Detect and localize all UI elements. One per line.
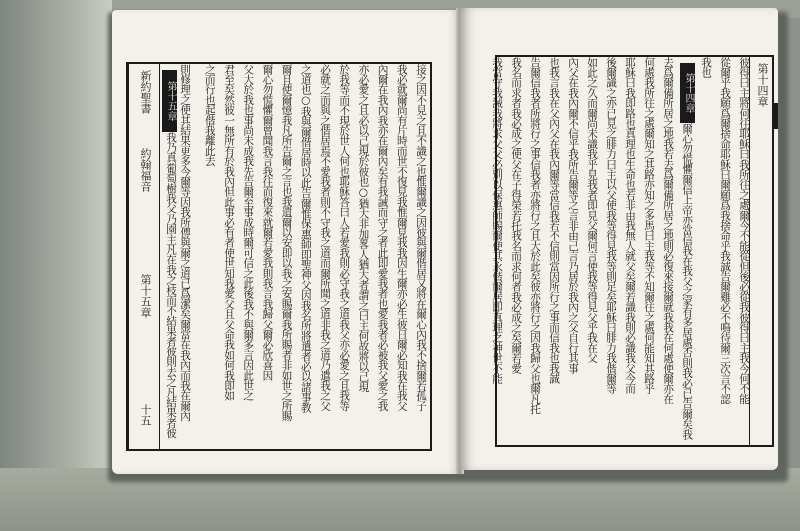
text-column: 必就之而與之偕居焉不愛我者則不守我之道而爾所聞之道非我之道乃遣我之父 (319, 64, 331, 411)
text-column: 何處我所往之處爾知之其路亦知之多馬曰主我等不知爾往之處何能知其路乎 (643, 57, 655, 394)
text-column: 我乃真葡萄樹我父乃園主凡在我之枝而不結果者彼則去之凡結果者彼 (165, 132, 177, 438)
text-column: 之道也○我與爾偕居時以此告爾惟保惠師即聖神父因我名所將遣者必以諸事教 (299, 64, 312, 413)
text-column: 彼得曰主將何往耶穌曰我所往之處爾今不能從但後必從我彼得曰主我今何不能 (738, 57, 750, 404)
text-column: 後爾識之亦已見之腓力曰主以父使我等得見我等則足矣耶穌曰腓力我偕爾等 (605, 57, 617, 394)
text-column: 我必就爾尚有片時而世不復見我惟爾見我我因生爾亦必生彼日爾必知我在我父 (395, 64, 408, 411)
part-title: 約翰福音 (139, 148, 152, 192)
text-column: 也我言我在父內父在我內爾等當信我若不信則當因所行之事而信我也我誠 (548, 57, 560, 384)
page-gutter-right (749, 57, 772, 445)
left-page-text-frame (126, 62, 432, 451)
text-column: 從爾乎我願爲爾捨命耶穌曰爾願爲我捨命乎我誠告爾雞必不鳴待爾三次言不認 (719, 57, 731, 404)
header-chapter-label: 第十四章 (756, 63, 769, 107)
text-column: 爾心勿慌懼爾信上帝亦當信我在我父之家有多居處否則我必已告爾矣我 (681, 123, 693, 440)
text-column: 接之因不見之且不識之也惟爾識之因彼與爾偕居又將在爾心內我不捨爾若孤子 (415, 64, 427, 411)
text-column: 爾心勿慌懼爾曾聞我言我往而復來就爾若愛我則我言我歸父爾必欣喜因 (261, 64, 274, 381)
text-column: 則修理之使其結果更多今爾等因我所傳與爾之道已爲潔矣爾當在我內而我在爾內 (179, 64, 191, 421)
text-column: 告爾信我者所將行之事信我者亦將行之且大於此矣彼亦將行之因我歸父也爾凡托 (529, 57, 541, 414)
text-column: 如此之久而爾尚未識我乎見我者即見父爾何言使我等得見父乎我在父 (586, 57, 598, 363)
text-column: 之而行也起偕我離此去 (203, 64, 216, 166)
cloth-left (0, 0, 112, 531)
text-column: 於我等而不現於世人何也耶穌答曰人若愛我則必守我之道我父亦必愛之且我等 (338, 64, 351, 411)
chapter-15-badge: 第十五章 (162, 70, 177, 132)
text-column: 我當守我誡我將求父父必別以保惠師賜爾使其永偕爾居即真理之神世不能 (491, 57, 503, 384)
text-column: 我也 (700, 57, 712, 78)
book-title: 新約聖書 (139, 70, 152, 114)
text-column: 父大於我也事尚未成我先告爾至事成時爾可信之此後我不與爾多言因此世之 (242, 64, 255, 401)
right-page-text-frame (491, 55, 774, 447)
text-column: 亦必愛之且必以己現於彼也○猶大非加畧人猶大者謂之曰主何故將以己現 (357, 64, 370, 392)
page-number: 十五 (139, 404, 152, 426)
text-column: 我名而求者我必成之使父在子得榮若托我名而求何者我必成之矣爾若愛 (510, 57, 522, 374)
text-column: 君至矣然彼一無所有於我內但此事必有者使世知我愛父且父命我如何我即如 (223, 64, 235, 401)
text-column: 內父在我內爾不信乎我所告爾等之言非由己言乃居於我內之父自行其事 (567, 57, 579, 374)
text-column: 去爲爾備所居之地我若去爲爾備所居之地則必復來接爾就我我在何處使爾亦在 (662, 57, 674, 404)
chapter-14-badge: 第十四章 (680, 63, 695, 123)
chapter-label: 第十五章 (139, 274, 152, 318)
text-column: 爾且使爾憶我凡所告爾之言也我遺爾以安即以我之安賜爾我所賜者非如世之所賜 (280, 64, 293, 421)
text-column: 內爾在我內我亦在爾內矣有我誡而守之者此即愛我者也愛我者必被我父愛之我 (376, 64, 389, 411)
text-column: 耶穌曰我即路也真理也生命也若非由我無人就父矣爾若識我則必識我父今而 (624, 57, 636, 394)
page-gutter (128, 64, 160, 449)
